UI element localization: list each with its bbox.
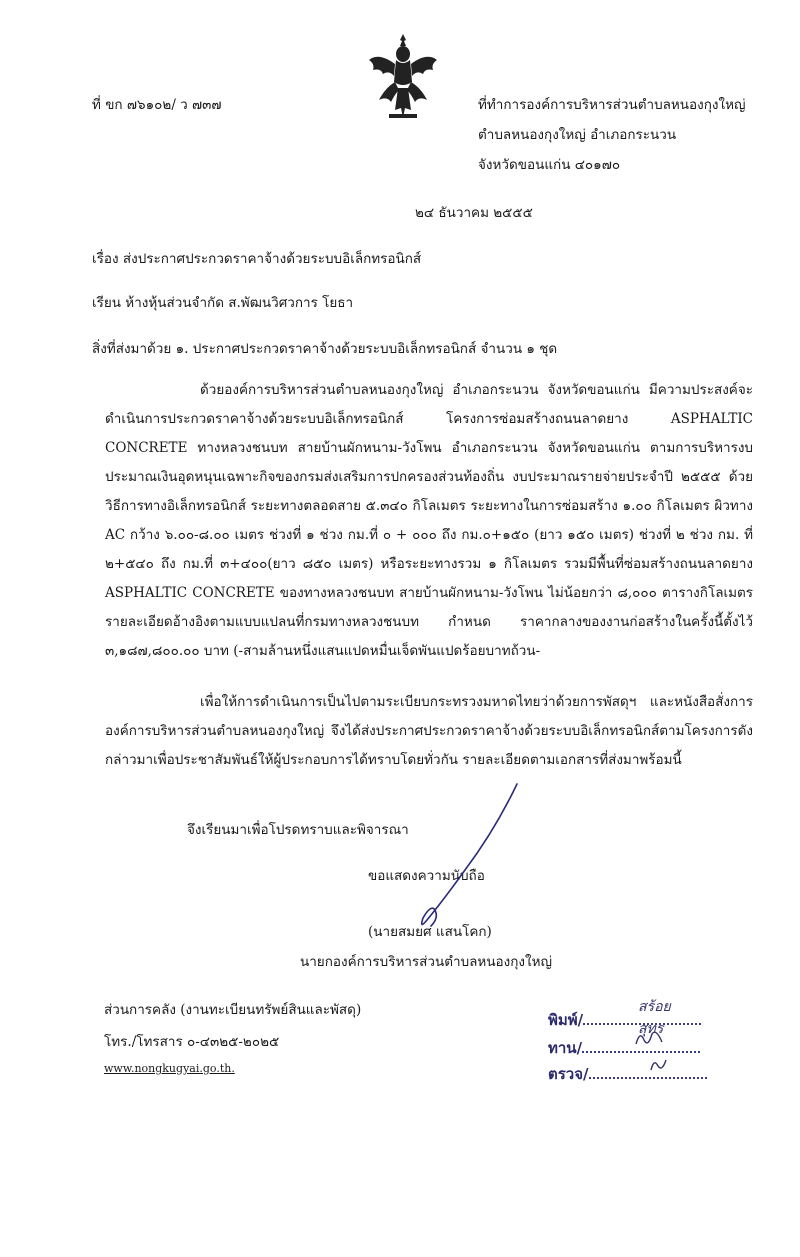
body-paragraph-1 [105, 376, 753, 666]
body-paragraph-2 [105, 688, 753, 775]
sender-address-line3: จังหวัดขอนแก่น ๔๐๑๗๐ [478, 157, 621, 173]
signer-title: นายกองค์การบริหารส่วนตำบลหนองกุงใหญ่ [300, 954, 553, 970]
sender-address-line1: ที่ทำการองค์การบริหารส่วนตำบลหนองกุงใหญ่ [478, 97, 746, 113]
body-paragraph-1-text: ด้วยองค์การบริหารส่วนตำบลหนองกุงใหญ่ อำเภอกระนวน จังหวัดขอนแก่น มีความประสงค์จะดำเนินการประกวดราคาจ้างด้วยระบบอิเล็กทรอนิกส์ โครงการซ่อมสร้างถนนลาดยาง ASPHALTIC CONCRETE ทางหลวงชนบท สายบ้านผักหนาม-วังโพน อำเภอกระนวน จังหวัดขอนแก่น ตามการบริหารงบประมาณเงินอุดหนุนเฉพาะกิจของกรมส่งเสริมการปกครองส่วนท้องถิ่น งบประมาณรายจ่ายประจำปี ๒๕๕๕ ด้วยวิธีการทางอิเล็กทรอนิกส์ ระยะทางตลอดสาย ๕.๓๔๐ กิโลเมตร ระยะทางในการซ่อมสร้าง ๑.๐๐ กิโลเมตร ผิวทาง AC กว้าง ๖.๐๐-๘.๐๐ เมตร ช่วงที่ ๑ ช่วง กม.ที่ ๐ + ๐๐๐ ถึง กม.๐+๑๕๐ (ยาว ๑๕๐ เมตร) ช่วงที่ ๒ ช่วง กม. ที่ ๒+๕๔๐ ถึง กม.ที่ ๓+๔๐๐(ยาว ๘๕๐ เมตร) หรือระยะทางรวม ๑ กิโลเมตร รวมมีพื้นที่ซ่อมสร้างถนนลาดยาง ASPHALTIC CONCRETE ของทางหลวงชนบท สายบ้านผักหนาม-วังโพน ไม่น้อยกว่า ๘,๐๐๐ ตารางกิโลเมตร รายละเอียดอ้างอิงตามแบบแปลนที่กรมทางหลวงชนบท กำหนด ราคากลางของงานก่อสร้างในครั้งนี้ตั้งไว้ ๓,๑๘๗,๘๐๐.๐๐ บาท (-สามล้านหนึ่งแสนแปดหมื่นเจ็ดพันแปดร้อยบาทถ้วน- [105, 382, 753, 659]
verified-label: ตรวจ/ [548, 1065, 589, 1083]
footer-department: ส่วนการคลัง (งานทะเบียนทรัพย์สินและพัสดุ) [104, 1002, 362, 1018]
footer-phone: โทร./โทรสาร ๐-๔๓๒๕-๒๐๒๕ [104, 1034, 280, 1050]
sender-address-line2: ตำบลหนองกุงใหญ่ อำเภอกระนวน [478, 127, 677, 143]
handwritten-signature [405, 770, 545, 940]
reference-number: ที่ ขก ๗๖๑๐๒/ ว ๗๓๗ [92, 97, 222, 113]
recipient-line: เรียน ห้างหุ้นส่วนจำกัด ส.พัฒนวิศวการ โยธา [92, 295, 354, 311]
typed-row [548, 1008, 701, 1030]
checked-row [548, 1036, 700, 1058]
verified-row [548, 1062, 707, 1084]
garuda-emblem-icon [365, 30, 441, 122]
verified-initial-mark [648, 1054, 672, 1076]
closing-request: จึงเรียนมาเพื่อโปรดทราบและพิจารณา [187, 822, 409, 838]
subject-line: เรื่อง ส่งประกาศประกวดราคาจ้างด้วยระบบอิเล็กทรอนิกส์ [92, 251, 422, 267]
footer-website-link[interactable]: www.nongkugyai.go.th. [104, 1062, 235, 1075]
closing-salutation: ขอแสดงความนับถือ [368, 868, 485, 884]
attachment-line: สิ่งที่ส่งมาด้วย ๑. ประกาศประกวดราคาจ้างด้วยระบบอิเล็กทรอนิกส์ จำนวน ๑ ชุด [92, 341, 558, 357]
body-paragraph-2-text: เพื่อให้การดำเนินการเป็นไปตามระเบียบกระทรวงมหาดไทยว่าด้วยการพัสดุฯ และหนังสือสั่งการองค์การบริหารส่วนตำบลหนองกุงใหญ่ จึงได้ส่งประกาศประกวดราคาจ้างด้วยระบบอิเล็กทรอนิกส์ตามโครงการดังกล่าวมาเพื่อประชาสัมพันธ์ให้ผู้ประกอบการได้ทราบโดยทั่วกัน รายละเอียดตามเอกสารที่ส่งมาพร้อมนี้ [105, 694, 753, 768]
signer-name: (นายสมยศ แสนโคก) [368, 924, 492, 940]
checked-initial-mark [632, 1026, 668, 1050]
typed-label: พิมพ์/ [548, 1011, 584, 1029]
typed-initial: สร้อยสุทร [638, 999, 671, 1037]
letter-date: ๒๔ ธันวาคม ๒๕๕๕ [415, 205, 533, 221]
checked-label: ทาน/ [548, 1039, 583, 1057]
